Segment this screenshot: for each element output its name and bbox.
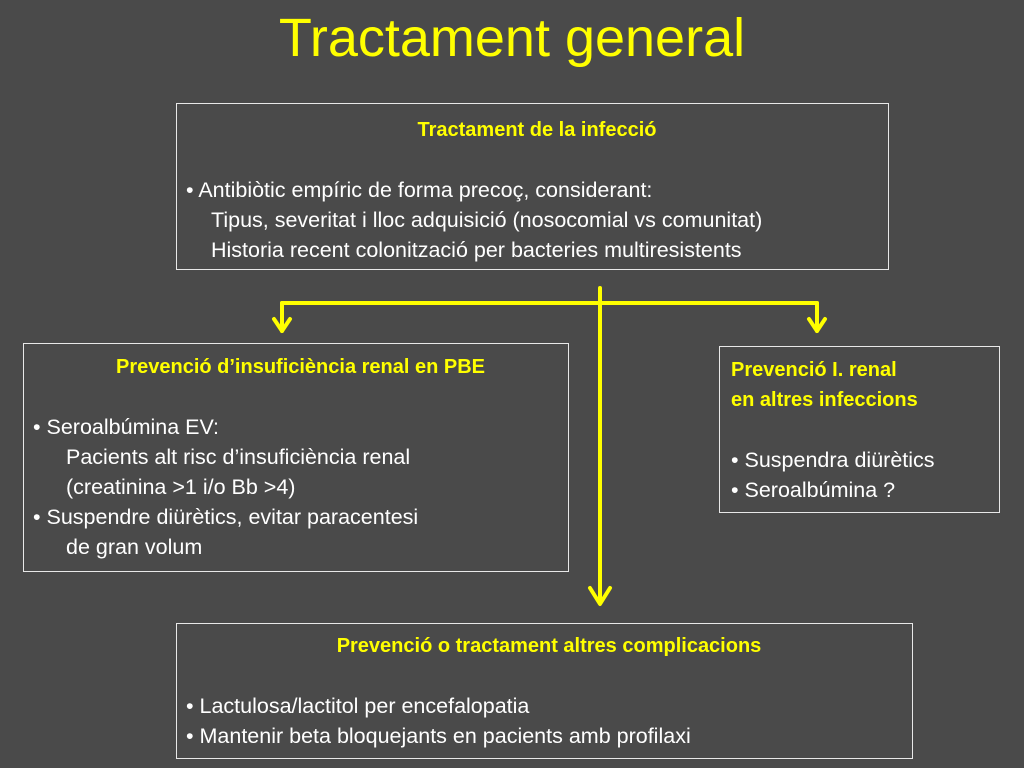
antibiotic-bullet: • Antibiòtic empíric de forma precoç, considerant:	[186, 178, 653, 202]
beta-blockers-bullet: • Mantenir beta bloquejants en pacients amb profilaxi	[186, 724, 691, 748]
diuretics-bullet: • Suspendre diürètics, evitar paracentesi	[33, 505, 419, 529]
suspend-diuretics-bullet: • Suspendra diürètics	[731, 448, 935, 472]
antibiotic-sub-history: Historia recent colonització per bacteries multiresistents	[211, 238, 742, 262]
infection-treatment-heading: Tractament de la infecció	[417, 119, 657, 141]
antibiotic-sub-severity: Tipus, severitat i lloc adquisició (nosocomial vs comunitat)	[211, 208, 763, 232]
creatinine-criteria-line: (creatinina >1 i/o Bb >4)	[66, 475, 296, 499]
lactulose-bullet: • Lactulosa/lactitol per encefalopatia	[186, 694, 530, 718]
seroalbumin-question-bullet: • Seroalbúmina ?	[731, 478, 896, 502]
renal-prevention-other-heading-2: en altres infeccions	[731, 389, 918, 411]
seroalbumin-bullet: • Seroalbúmina EV:	[33, 415, 219, 439]
large-volume-line: de gran volum	[66, 535, 203, 559]
renal-prevention-other-heading-1: Prevenció I. renal	[731, 359, 897, 381]
other-complications-heading: Prevenció o tractament altres complicacions	[336, 635, 762, 657]
renal-prevention-pbe-heading: Prevenció d’insuficiència renal en PBE	[115, 356, 486, 378]
slide-title: Tractament general	[278, 8, 746, 68]
high-risk-patients-line: Pacients alt risc d’insuficiència renal	[66, 445, 411, 469]
